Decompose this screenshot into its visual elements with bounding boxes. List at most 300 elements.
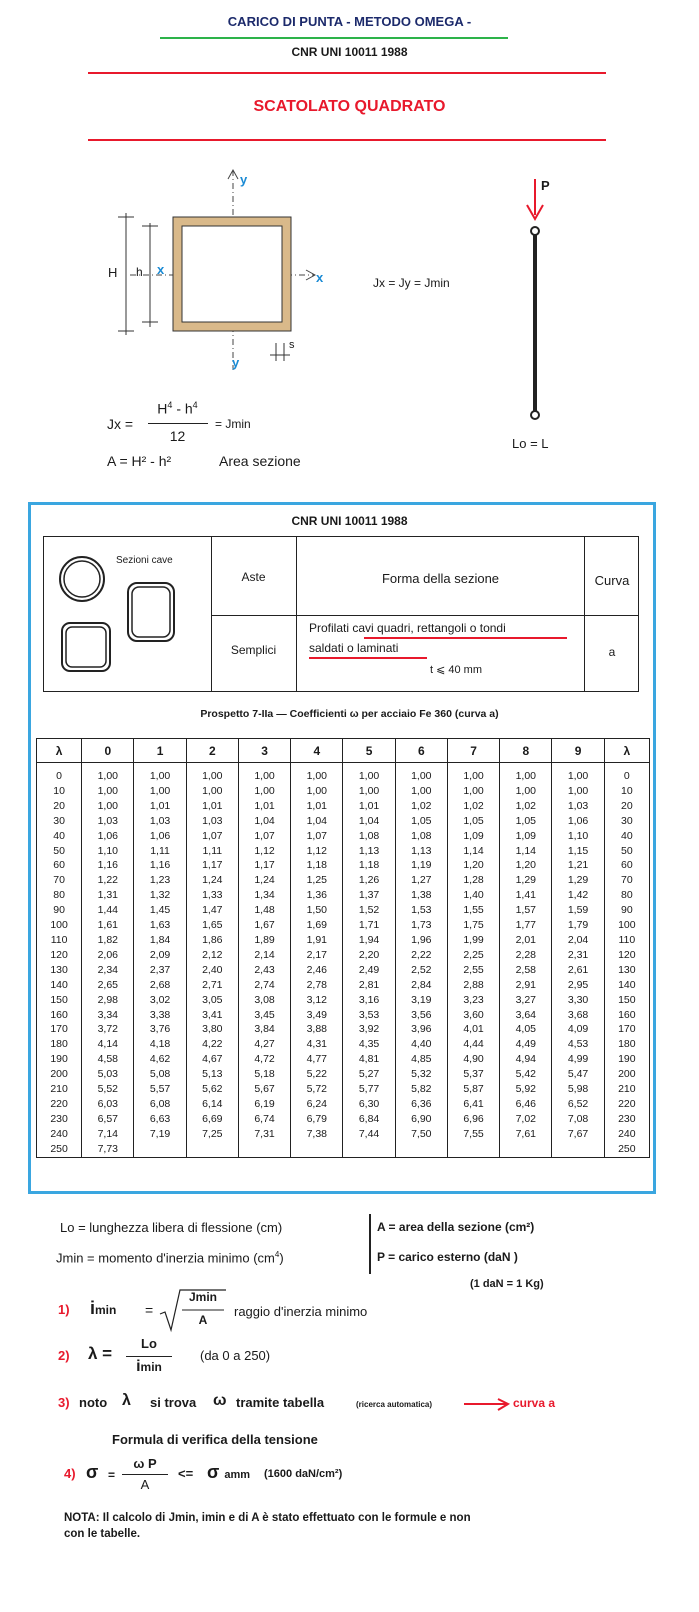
omega-cell: 250 — [604, 1142, 649, 1157]
omega-header-1: 0 — [82, 739, 134, 763]
axis-y-bottom-label: y — [232, 355, 240, 370]
omega-header-7: 6 — [395, 739, 447, 763]
omega-cell: 4,18 — [134, 1037, 186, 1052]
omega-cell: 20 — [37, 799, 82, 814]
omega-cell: 1,09 — [500, 829, 552, 844]
omega-cell: 200 — [604, 1067, 649, 1082]
omega-cell: 1,03 — [134, 814, 186, 829]
legend-jmin-exp: 4 — [274, 1250, 280, 1259]
omega-cell: 2,98 — [82, 993, 134, 1008]
step4-frac-den: A — [140, 1477, 150, 1492]
omega-cell: 10 — [37, 784, 82, 799]
omega-cell: 3,88 — [291, 1022, 343, 1037]
table-row — [37, 858, 650, 873]
omega-cell: 1,99 — [447, 933, 499, 948]
omega-cell: 2,71 — [186, 978, 238, 993]
omega-cell: 30 — [604, 814, 649, 829]
omega-cell: 1,04 — [343, 814, 395, 829]
omega-cell: 3,56 — [395, 1008, 447, 1023]
omega-cell: 1,00 — [552, 763, 604, 784]
step4-number: 4) — [64, 1466, 76, 1481]
omega-cell: 3,96 — [395, 1022, 447, 1037]
step2-frac-bar — [126, 1356, 172, 1357]
omega-cell: 1,11 — [186, 844, 238, 859]
omega-cell: 1,47 — [186, 903, 238, 918]
row-aste: Semplici — [230, 643, 277, 657]
table-row — [37, 948, 650, 963]
table-row — [37, 1127, 650, 1142]
table-row — [37, 1008, 650, 1023]
omega-table — [36, 738, 650, 1158]
area-formula: A = H² - h² — [107, 453, 172, 469]
omega-cell: 1,00 — [291, 763, 343, 784]
omega-header-2: 1 — [134, 739, 186, 763]
omega-cell: 1,27 — [395, 873, 447, 888]
omega-cell: 2,37 — [134, 963, 186, 978]
omega-cell: 2,65 — [82, 978, 134, 993]
omega-header-6: 5 — [343, 739, 395, 763]
table-row — [37, 1052, 650, 1067]
omega-cell: 2,09 — [134, 948, 186, 963]
omega-cell: 5,03 — [82, 1067, 134, 1082]
omega-cell: 5,87 — [447, 1082, 499, 1097]
omega-cell: 3,12 — [291, 993, 343, 1008]
omega-cell: 4,94 — [500, 1052, 552, 1067]
omega-cell: 1,17 — [186, 858, 238, 873]
legend-p: P = carico esterno (daN ) — [377, 1250, 518, 1264]
omega-cell: 6,30 — [343, 1097, 395, 1112]
omega-cell: 6,19 — [238, 1097, 290, 1112]
jx-num-H: H — [157, 400, 168, 417]
step3-curve: curva a — [513, 1396, 556, 1410]
underline-2 — [309, 657, 427, 659]
omega-cell: 1,00 — [82, 784, 134, 799]
table-row — [37, 1082, 650, 1097]
omega-cell: 1,00 — [291, 784, 343, 799]
omega-cell: 1,06 — [552, 814, 604, 829]
omega-cell: 5,27 — [343, 1067, 395, 1082]
omega-cell: 4,62 — [134, 1052, 186, 1067]
omega-cell: 1,69 — [291, 918, 343, 933]
omega-cell: 1,14 — [447, 844, 499, 859]
omega-cell: 110 — [604, 933, 649, 948]
legend-conversion: (1 daN = 1 Kg) — [470, 1278, 544, 1290]
step3-lambda: λ — [122, 1392, 131, 1409]
step3-si-trova: si trova — [150, 1395, 197, 1410]
step2-i: i — [136, 1358, 141, 1375]
omega-cell: 2,12 — [186, 948, 238, 963]
omega-cell: 140 — [37, 978, 82, 993]
step3-number: 3) — [58, 1395, 70, 1410]
omega-cell: 1,45 — [134, 903, 186, 918]
note: NOTA: Il calcolo di Jmin, imin e di A è stato effettuato con le formule e non con le tabelle. — [64, 1512, 471, 1540]
table-row — [37, 844, 650, 859]
omega-cell — [447, 1142, 499, 1157]
verify-title: Formula di verifica della tensione — [112, 1432, 318, 1447]
omega-cell: 5,98 — [552, 1082, 604, 1097]
omega-cell: 120 — [604, 948, 649, 963]
omega-cell: 50 — [37, 844, 82, 859]
omega-cell: 1,02 — [395, 799, 447, 814]
step2-frac-num: Lo — [141, 1336, 157, 1351]
omega-cell: 1,06 — [82, 829, 134, 844]
omega-cell: 60 — [604, 858, 649, 873]
omega-cell: 3,60 — [447, 1008, 499, 1023]
omega-cell: 2,84 — [395, 978, 447, 993]
omega-header-row — [37, 739, 650, 763]
table-row — [37, 918, 650, 933]
omega-cell: 4,72 — [238, 1052, 290, 1067]
omega-header-10: 9 — [552, 739, 604, 763]
table-row — [37, 1022, 650, 1037]
omega-cell: 80 — [37, 888, 82, 903]
omega-cell — [500, 1142, 552, 1157]
omega-header-0: λ — [37, 739, 82, 763]
omega-cell: 1,75 — [447, 918, 499, 933]
omega-cell: 1,25 — [291, 873, 343, 888]
omega-cell: 4,35 — [343, 1037, 395, 1052]
omega-cell: 7,44 — [343, 1127, 395, 1142]
omega-cell: 5,22 — [291, 1067, 343, 1082]
omega-cell: 120 — [37, 948, 82, 963]
omega-cell: 3,27 — [500, 993, 552, 1008]
omega-cell: 5,72 — [291, 1082, 343, 1097]
omega-cell: 2,14 — [238, 948, 290, 963]
table-row — [37, 963, 650, 978]
omega-cell: 2,20 — [343, 948, 395, 963]
dim-H-label: H — [108, 265, 118, 280]
omega-cell: 4,31 — [291, 1037, 343, 1052]
axis-y-top-label: y — [240, 172, 248, 187]
omega-cell: 6,57 — [82, 1112, 134, 1127]
omega-cell: 190 — [604, 1052, 649, 1067]
omega-cell: 2,46 — [291, 963, 343, 978]
step4-sigma2: σ — [207, 1462, 220, 1482]
omega-cell: 1,07 — [186, 829, 238, 844]
omega-cell: 1,24 — [238, 873, 290, 888]
omega-cell: 1,01 — [134, 799, 186, 814]
legend-lo: Lo = lunghezza libera di flessione (cm) — [60, 1220, 283, 1235]
omega-cell: 1,20 — [447, 858, 499, 873]
omega-cell: 1,67 — [238, 918, 290, 933]
omega-cell: 6,63 — [134, 1112, 186, 1127]
omega-cell: 4,67 — [186, 1052, 238, 1067]
omega-cell: 90 — [37, 903, 82, 918]
omega-cell: 3,72 — [82, 1022, 134, 1037]
step1-i: i — [90, 1298, 96, 1318]
omega-cell: 1,40 — [447, 888, 499, 903]
omega-cell: 3,64 — [500, 1008, 552, 1023]
omega-cell: 1,05 — [500, 814, 552, 829]
legend-jmin-text: Jmin = momento d'inerzia minimo (cm — [56, 1250, 275, 1266]
omega-cell: 5,82 — [395, 1082, 447, 1097]
omega-cell: 7,38 — [291, 1127, 343, 1142]
omega-cell: 4,27 — [238, 1037, 290, 1052]
norm-heading: CNR UNI 10011 1988 — [291, 45, 408, 59]
omega-cell: 3,38 — [134, 1008, 186, 1023]
omega-cell: 6,14 — [186, 1097, 238, 1112]
omega-cell: 6,52 — [552, 1097, 604, 1112]
omega-header-4: 3 — [238, 739, 290, 763]
omega-cell: 5,57 — [134, 1082, 186, 1097]
omega-cell: 1,01 — [238, 799, 290, 814]
omega-cell: 1,00 — [82, 763, 134, 784]
omega-cell: 220 — [604, 1097, 649, 1112]
omega-header-8: 7 — [447, 739, 499, 763]
step1-frac-num: Jmin — [188, 1290, 217, 1304]
omega-cell: 1,00 — [395, 784, 447, 799]
inertia-equality: Jx = Jy = Jmin — [373, 276, 450, 290]
omega-cell: 80 — [604, 888, 649, 903]
omega-cell: 1,08 — [343, 829, 395, 844]
underline-1 — [364, 637, 567, 639]
step3-tabella: tramite tabella — [236, 1395, 325, 1410]
omega-cell: 170 — [604, 1022, 649, 1037]
step1-frac-den: A — [198, 1313, 208, 1327]
omega-cell: 4,85 — [395, 1052, 447, 1067]
omega-cell: 160 — [37, 1008, 82, 1023]
omega-cell: 1,00 — [500, 763, 552, 784]
omega-cell: 4,49 — [500, 1037, 552, 1052]
omega-cell: 210 — [604, 1082, 649, 1097]
omega-cell: 2,01 — [500, 933, 552, 948]
omega-cell — [134, 1142, 186, 1157]
omega-cell: 3,80 — [186, 1022, 238, 1037]
table-row — [37, 1142, 650, 1157]
omega-cell: 5,37 — [447, 1067, 499, 1082]
omega-cell: 6,69 — [186, 1112, 238, 1127]
omega-cell — [238, 1142, 290, 1157]
omega-cell: 1,22 — [82, 873, 134, 888]
omega-cell: 170 — [37, 1022, 82, 1037]
jx-numerator — [150, 400, 205, 417]
omega-cell: 1,20 — [500, 858, 552, 873]
omega-cell: 240 — [37, 1127, 82, 1142]
jx-num-exp-1: 4 — [167, 400, 173, 410]
omega-cell — [291, 1142, 343, 1157]
omega-cell: 2,06 — [82, 948, 134, 963]
omega-cell: 1,21 — [552, 858, 604, 873]
omega-cell: 5,32 — [395, 1067, 447, 1082]
omega-cell: 230 — [37, 1112, 82, 1127]
omega-cell: 1,48 — [238, 903, 290, 918]
omega-cell: 1,12 — [291, 844, 343, 859]
omega-cell: 2,22 — [395, 948, 447, 963]
omega-cell: 1,36 — [291, 888, 343, 903]
omega-cell: 2,74 — [238, 978, 290, 993]
omega-cell: 70 — [37, 873, 82, 888]
omega-cell: 110 — [37, 933, 82, 948]
table-row — [37, 1067, 650, 1082]
omega-cell: 10 — [604, 784, 649, 799]
omega-cell: 30 — [37, 814, 82, 829]
omega-cell: 1,16 — [82, 858, 134, 873]
omega-cell: 6,96 — [447, 1112, 499, 1127]
omega-cell: 190 — [37, 1052, 82, 1067]
omega-cell: 1,01 — [186, 799, 238, 814]
omega-cell: 1,18 — [343, 858, 395, 873]
omega-cell: 1,13 — [343, 844, 395, 859]
omega-cell: 2,31 — [552, 948, 604, 963]
axis-x-right-label: x — [316, 270, 324, 285]
omega-cell: 1,10 — [82, 844, 134, 859]
step3-noto: noto — [79, 1395, 108, 1410]
omega-cell: 1,00 — [134, 784, 186, 799]
omega-cell: 40 — [37, 829, 82, 844]
omega-cell: 1,04 — [291, 814, 343, 829]
omega-cell: 2,91 — [500, 978, 552, 993]
legend-a: A = area della sezione (cm²) — [377, 1220, 535, 1234]
omega-cell: 7,08 — [552, 1112, 604, 1127]
omega-cell — [395, 1142, 447, 1157]
omega-cell: 1,06 — [134, 829, 186, 844]
omega-cell: 1,53 — [395, 903, 447, 918]
legend-jmin-close: ) — [279, 1250, 284, 1266]
omega-cell: 230 — [604, 1112, 649, 1127]
omega-cell: 6,24 — [291, 1097, 343, 1112]
omega-cell: 1,82 — [82, 933, 134, 948]
omega-cell: 1,29 — [500, 873, 552, 888]
table-row — [37, 1097, 650, 1112]
omega-cell: 1,71 — [343, 918, 395, 933]
omega-cell: 6,90 — [395, 1112, 447, 1127]
table-row — [37, 978, 650, 993]
omega-cell: 1,00 — [447, 763, 499, 784]
curve-table — [43, 536, 639, 692]
omega-cell: 1,03 — [186, 814, 238, 829]
row-forma-line2: saldati o laminati — [309, 641, 399, 655]
omega-cell: 7,50 — [395, 1127, 447, 1142]
omega-cell: 1,16 — [134, 858, 186, 873]
omega-cell: 2,28 — [500, 948, 552, 963]
section-diagram — [100, 165, 330, 375]
bottom-red-rule — [88, 139, 606, 141]
omega-cell: 7,55 — [447, 1127, 499, 1142]
omega-cell: 4,01 — [447, 1022, 499, 1037]
table-row — [37, 763, 650, 784]
step2-desc: (da 0 a 250) — [200, 1348, 271, 1363]
step4-frac-bar — [122, 1474, 168, 1475]
omega-cell: 5,13 — [186, 1067, 238, 1082]
column-diagram — [515, 175, 565, 430]
omega-cell: 200 — [37, 1067, 82, 1082]
omega-cell: 4,44 — [447, 1037, 499, 1052]
table-row — [37, 784, 650, 799]
omega-cell: 70 — [604, 873, 649, 888]
omega-cell: 2,40 — [186, 963, 238, 978]
row-forma-line3: t ⩽ 40 mm — [430, 664, 483, 676]
omega-cell: 1,61 — [82, 918, 134, 933]
step2-lhs: λ = — [88, 1344, 113, 1363]
omega-cell: 1,50 — [291, 903, 343, 918]
omega-cell: 2,52 — [395, 963, 447, 978]
omega-cell: 5,42 — [500, 1067, 552, 1082]
length-label: Lo = L — [512, 436, 549, 451]
omega-cell: 1,96 — [395, 933, 447, 948]
omega-cell: 210 — [37, 1082, 82, 1097]
omega-cell: 5,08 — [134, 1067, 186, 1082]
omega-cell: 4,81 — [343, 1052, 395, 1067]
step4-le: <= — [178, 1466, 194, 1481]
step4-sigma: σ — [86, 1462, 99, 1482]
table-row — [37, 799, 650, 814]
section-heading: SCATOLATO QUADRATO — [253, 98, 446, 115]
omega-cell: 3,23 — [447, 993, 499, 1008]
table-row — [37, 1112, 650, 1127]
row-forma-line1: Profilati cavi quadri, rettangoli o tondi — [309, 621, 506, 635]
omega-cell: 1,03 — [552, 799, 604, 814]
jx-num-exp-2: 4 — [192, 400, 198, 410]
omega-cell: 3,53 — [343, 1008, 395, 1023]
omega-cell: 1,57 — [500, 903, 552, 918]
omega-cell: 4,05 — [500, 1022, 552, 1037]
omega-cell: 1,23 — [134, 873, 186, 888]
omega-cell: 3,30 — [552, 993, 604, 1008]
omega-cell: 2,43 — [238, 963, 290, 978]
omega-cell: 1,31 — [82, 888, 134, 903]
step1-desc: raggio d'inerzia minimo — [234, 1304, 368, 1319]
omega-cell: 7,25 — [186, 1127, 238, 1142]
omega-cell: 2,04 — [552, 933, 604, 948]
omega-cell: 1,12 — [238, 844, 290, 859]
omega-cell: 180 — [37, 1037, 82, 1052]
omega-cell: 7,61 — [500, 1127, 552, 1142]
omega-cell: 7,19 — [134, 1127, 186, 1142]
omega-cell: 1,03 — [82, 814, 134, 829]
step2-min: min — [140, 1360, 162, 1374]
top-red-rule — [88, 72, 606, 74]
omega-cell: 2,78 — [291, 978, 343, 993]
omega-cell: 5,52 — [82, 1082, 134, 1097]
omega-cell: 3,76 — [134, 1022, 186, 1037]
omega-cell: 1,26 — [343, 873, 395, 888]
jx-fraction-bar — [148, 423, 208, 424]
step4-amm: amm — [224, 1469, 251, 1481]
omega-cell: 1,55 — [447, 903, 499, 918]
omega-cell: 7,02 — [500, 1112, 552, 1127]
hollow-sections-icon — [52, 547, 202, 687]
omega-cell: 20 — [604, 799, 649, 814]
omega-cell: 1,00 — [395, 763, 447, 784]
omega-header-3: 2 — [186, 739, 238, 763]
omega-cell: 6,46 — [500, 1097, 552, 1112]
omega-cell: 6,84 — [343, 1112, 395, 1127]
omega-cell: 1,00 — [500, 784, 552, 799]
omega-cell: 1,34 — [238, 888, 290, 903]
omega-cell: 1,86 — [186, 933, 238, 948]
omega-cell: 1,00 — [447, 784, 499, 799]
omega-cell: 2,81 — [343, 978, 395, 993]
step4-sigma-amm — [207, 1462, 250, 1483]
omega-cell: 1,08 — [395, 829, 447, 844]
omega-cell — [343, 1142, 395, 1157]
row-curva: a — [608, 645, 616, 659]
omega-cell: 1,05 — [395, 814, 447, 829]
omega-cell: 1,02 — [500, 799, 552, 814]
omega-header-9: 8 — [500, 739, 552, 763]
omega-cell: 2,61 — [552, 963, 604, 978]
omega-cell: 3,08 — [238, 993, 290, 1008]
omega-cell: 1,65 — [186, 918, 238, 933]
arrow-right-icon — [462, 1398, 512, 1412]
omega-cell: 2,34 — [82, 963, 134, 978]
omega-cell: 7,73 — [82, 1142, 134, 1157]
table-row — [37, 933, 650, 948]
omega-cell: 1,00 — [552, 784, 604, 799]
omega-cell: 4,90 — [447, 1052, 499, 1067]
omega-cell: 130 — [37, 963, 82, 978]
omega-cell: 2,55 — [447, 963, 499, 978]
